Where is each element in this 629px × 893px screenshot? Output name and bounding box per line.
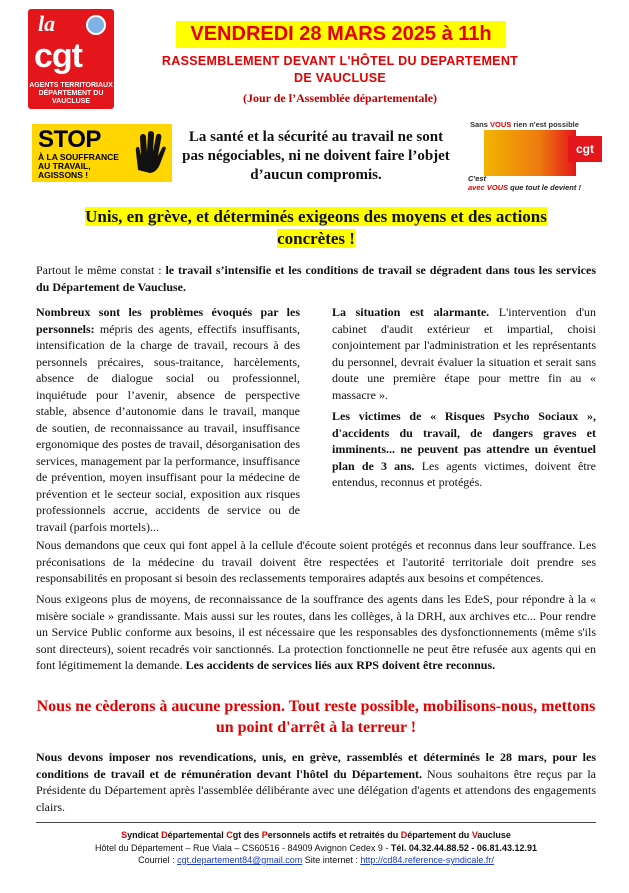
stop-banner — [32, 124, 172, 182]
stop-line2: AU TRAVAIL, — [38, 161, 91, 171]
stop-subtitle — [38, 153, 119, 180]
globe-icon — [86, 15, 106, 35]
campaign-photo — [484, 130, 576, 176]
intro-paragraph: Partout le même constat : le travail s’intensifie et les conditions de travail se dégradent dans tous les services du Département de Vaucluse. — [36, 263, 597, 294]
stop-line3: AGISSONS ! — [38, 170, 89, 180]
footer — [36, 829, 596, 867]
campaign-cgt-logo: cgt — [568, 136, 602, 162]
logo-la-text: la — [38, 11, 56, 36]
footer-divider — [36, 822, 596, 823]
event-date: VENDREDI 28 MARS 2025 à 11h — [176, 21, 506, 48]
safety-statement: La santé et la sécurité au travail ne sont pas négociables, ni ne doivent faire l’objet d’aucun compromis. — [182, 129, 450, 183]
call-to-action: Nous ne cèderons à aucune pression. Tout reste possible, mobilisons-nous, mettons un point d'arrêt à la terreur ! — [36, 698, 596, 736]
footer-address: Hôtel du Département – Rue Viala – CS60516 - 84909 Avignon Cedex 9 - Tél. 04.32.44.88.52 - 06.81.43.12.91 — [95, 842, 537, 853]
listening-cell-paragraph: Nous demandons que ceux qui font appel à la cellule d'écoute soient protégés et reconnus dans leur souffrance. Les préconisations de la médecine du travail doivent être respectées et l'autorité territoriale doit prendre ses responsabilités en proposant si besoin des reclassements temporaires adaptés aux besoins et compétences. — [36, 538, 596, 585]
logo-subtitle — [28, 82, 114, 106]
main-heading: Unis, en grève, et déterminés exigeons des moyens et des actions concrètes ! — [85, 207, 547, 248]
logo-cgt-text: cgt — [34, 37, 82, 75]
footer-org: Syndicat Départemental Cgt des Personnels actifs et retraités du Département du Vaucluse — [121, 830, 511, 840]
stop-title: STOP — [38, 126, 101, 153]
footer-phone: Tél. 04.32.44.88.52 - 06.81.43.12.91 — [390, 842, 537, 853]
assembly-note: (Jour de l’Assemblée départementale) — [242, 91, 438, 105]
stop-line1: À LA SOUFFRANCE — [38, 152, 119, 162]
problems-paragraph: Nombreux sont les problèmes évoqués par les personnels: mépris des agents, effectifs insuffisants, intensification de la charge de travail, recours à des personnels précaires, sous-traitance, harcèlements, absence de dialogue social ou professionnel, inquiétude pour l’avenir, absence de perspective stable, absence d’autonomie dans le travail, manque de soutien, de reconnaissance au travail, insuffisance ergonomique des postes de travail, désorganisation des services, management par la performance, insuffisance de prévention, moyen insuffisant pour la médecine de prévention et le secteur social, exposition aux risques professionnels accrue, accidents de service ou de travail (parfois mortels)... — [36, 305, 300, 534]
cgt-logo — [28, 9, 114, 109]
logo-subtitle-line1: AGENTS TERRITORIAUX — [29, 82, 113, 89]
website-link[interactable]: http://cd84.reference-syndicale.fr/ — [360, 855, 494, 865]
campaign-bottom-text: C'est avec VOUS que tout le devient ! — [468, 174, 581, 192]
victims-paragraph: Les victimes de « Risques Psycho Sociaux », d'accidents du travail, de dangers graves et imminents... ne peuvent pas attendre un éventuel plan de 3 ans. Les agents victimes, doivent être entendus, reconnus et protégés. — [332, 409, 596, 489]
campaign-top-text: Sans VOUS rien n'est possible — [470, 120, 579, 129]
rally-title — [140, 53, 540, 87]
demands-paragraph: Nous exigeons plus de moyens, de reconnaissance de la souffrance des agents dans les EdeS, pour répondre à la « misère sociale » grandissante. Mais aussi sur les routes, dans les collèges, à la DRH, aux archives etc... Pour rendre un Service Public conforme aux besoins, il est nécessaire que les responsables des dysfonctionnements (même s'ils sont directeurs), soient recadrés voir sanctionnés. La protection fonctionnelle ne peut être refusée aux agents qui en font légitimement la demande. Les accidents de services liés aux RPS doivent être reconnus. — [36, 592, 596, 672]
conclusion-paragraph: Nous devons imposer nos revendications, unis, en grève, rassemblés et déterminés le 28 mars, pour les conditions de travail et de rémunération devant l'hôtel du Département. Nous souhaitons être reçus par la Présidente du Département après l'assemblée délibérante avec une délégation d'agents et attendons des engagements clairs. — [36, 750, 597, 814]
campaign-image — [466, 120, 604, 194]
logo-subtitle-line2: DÉPARTEMENT DU VAUCLUSE — [38, 90, 104, 105]
footer-contacts: Courriel : cgt.departement84@gmail.com Site internet : http://cd84.reference-syndicale.fr/ — [138, 855, 494, 865]
hand-icon — [130, 130, 166, 174]
rally-title-line1: RASSEMBLEMENT DEVANT L'HÔTEL DU DEPARTEMENT — [161, 54, 519, 68]
email-link[interactable]: cgt.departement84@gmail.com — [177, 855, 303, 865]
rally-title-line2: DE VAUCLUSE — [294, 71, 386, 85]
situation-paragraph: La situation est alarmante. L'intervention d'un cabinet d'audit extérieur et impartial, choisi conjointement par l'administration et les représentants du personnel, devrait évaluer la situation et serait sans doute une première étape pour mettre fin au « massacre ». — [332, 305, 597, 402]
